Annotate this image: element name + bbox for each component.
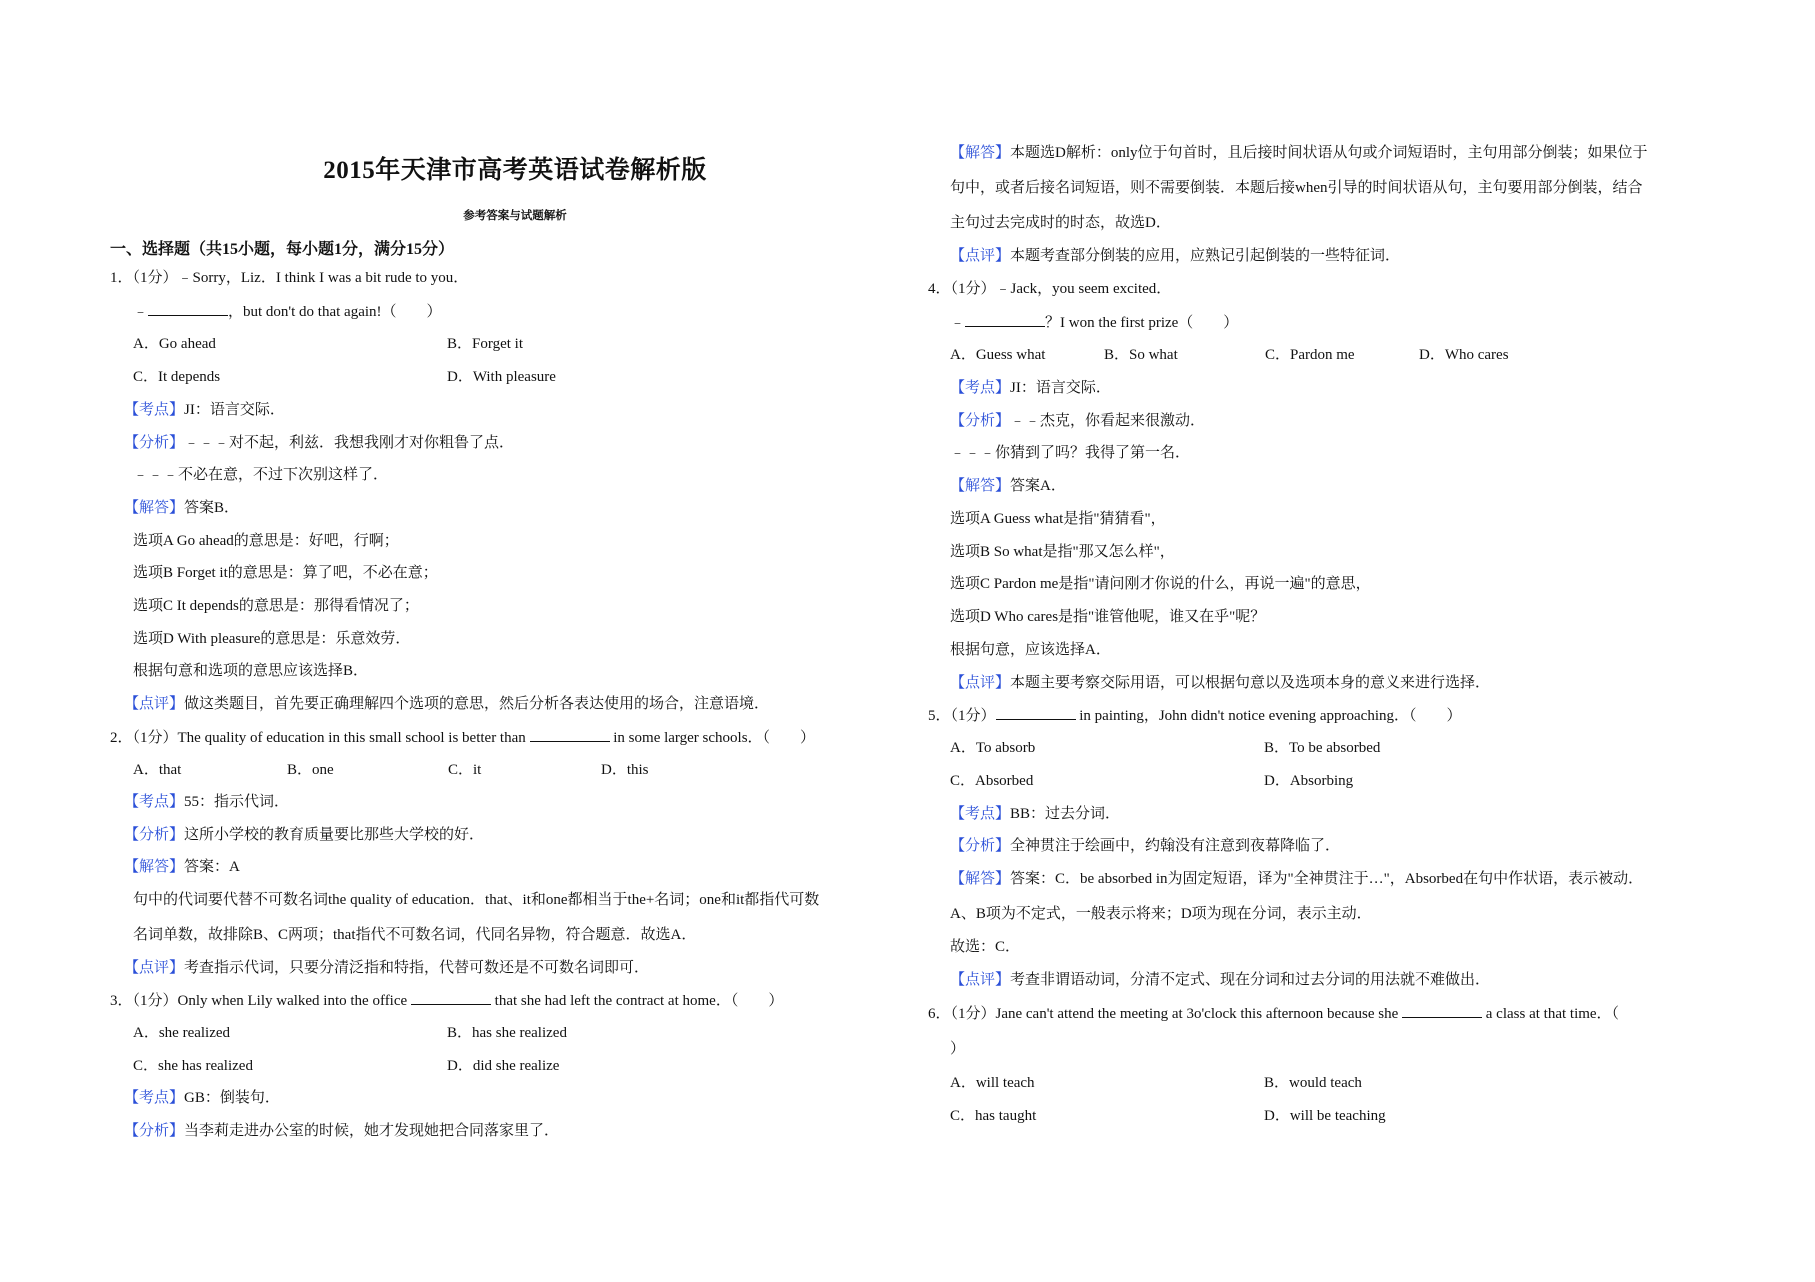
q4-jieda: 【解答】答案A．: [950, 478, 1066, 494]
q3-blank[interactable]: [411, 990, 491, 1005]
q4-option-c[interactable]: C．Pardon me: [1265, 347, 1355, 363]
q3-jieda-2: 句中，或者后接名词短语，则不需要倒装．本题后接when引导的时间状语从句，主句要用部分倒装，结合: [950, 180, 1643, 196]
q4-line2: ﹣ ？I won the first prize（ ）: [950, 312, 1238, 333]
q5-option-a[interactable]: A．To absorb: [950, 740, 1036, 756]
q5-explain-1: A、B项为不定式，一般表示将来；D项为现在分词，表示主动．: [950, 906, 1372, 922]
q2-option-d[interactable]: D．this: [601, 762, 649, 778]
q5-explain-2: 故选：C．: [950, 939, 1021, 955]
page-subtitle: 参考答案与试题解析: [463, 210, 567, 222]
q2-explain-1: 句中的代词要代替不可数名词the quality of education．that、it和one都相当于the+名词；one和it都指代可数: [133, 892, 820, 908]
q1-option-a[interactable]: A．Go ahead: [133, 336, 216, 352]
q3-option-c[interactable]: C．she has realized: [133, 1058, 253, 1074]
q1-option-d[interactable]: D．With pleasure: [447, 369, 556, 385]
q4-explain-1: 选项A Guess what是指"猜猜看"，: [950, 511, 1166, 527]
q2-option-b[interactable]: B．one: [287, 762, 334, 778]
q2-fenxi: 【分析】这所小学校的教育质量要比那些大学校的好．: [124, 827, 485, 843]
q1-dianping: 【点评】做这类题目，首先要正确理解四个选项的意思，然后分析各表达使用的场合，注意语境．: [124, 696, 770, 712]
q3-option-b[interactable]: B．has she realized: [447, 1025, 567, 1041]
q2-jieda: 【解答】答案：A: [124, 859, 240, 875]
q1-fenxi-2: ﹣﹣﹣不必在意，不过下次别这样了．: [133, 467, 389, 483]
q3-jieda-3: 主句过去完成时的时态，故选D．: [950, 215, 1171, 231]
q1-explain-4: 选项D With pleasure的意思是：乐意效劳．: [133, 631, 411, 647]
q1-fenxi: 【分析】﹣﹣﹣对不起，利兹．我想我刚才对你粗鲁了点．: [124, 435, 515, 451]
q2-option-c[interactable]: C．it: [448, 762, 482, 778]
q4-option-b[interactable]: B．So what: [1104, 347, 1178, 363]
q6-option-a[interactable]: A．will teach: [950, 1075, 1035, 1091]
q4-option-a[interactable]: A．Guess what: [950, 347, 1046, 363]
q5-option-d[interactable]: D．Absorbing: [1264, 773, 1354, 789]
q6-stem-end: ）: [950, 1041, 966, 1057]
q2-explain-2: 名词单数，故排除B、C两项；that指代不可数名词，代同名异物，符合题意．故选A．: [133, 927, 697, 943]
q6-option-d[interactable]: D．will be teaching: [1264, 1108, 1386, 1124]
q3-stem: 3．（1分）Only when Lily walked into the office that she had left the contract at home．（ ）: [110, 990, 783, 1011]
q1-option-b[interactable]: B．Forget it: [447, 336, 523, 352]
q5-stem: 5．（1分） in painting，John didn't notice evening approaching．（ ）: [928, 705, 1462, 726]
q1-explain-1: 选项A Go ahead的意思是：好吧，行啊；: [133, 533, 399, 549]
q1-explain-2: 选项B Forget it的意思是：算了吧，不必在意；: [133, 565, 438, 581]
section-heading: 一、选择题（共15小题，每小题1分，满分15分）: [110, 241, 455, 258]
q4-option-d[interactable]: D．Who cares: [1419, 347, 1509, 363]
q1-explain-3: 选项C It depends的意思是：那得看情况了；: [133, 598, 419, 614]
page-title: 2015年天津市高考英语试卷解析版: [323, 157, 707, 184]
q4-explain-3: 选项C Pardon me是指"请问刚才你说的什么，再说一遍"的意思，: [950, 576, 1371, 592]
q1-line2: ﹣ ，but don't do that again!（ ）: [133, 301, 442, 322]
q5-fenxi: 【分析】全神贯注于绘画中，约翰没有注意到夜幕降临了．: [950, 838, 1341, 854]
q5-blank[interactable]: [996, 705, 1076, 720]
q4-blank[interactable]: [965, 312, 1045, 327]
q5-kaodian: 【考点】BB：过去分词．: [950, 806, 1121, 822]
q3-option-d[interactable]: D．did she realize: [447, 1058, 560, 1074]
q5-jieda: 【解答】答案：C．be absorbed in为固定短语，译为"全神贯注于…"，Absorbed在句中作状语，表示被动．: [950, 871, 1644, 887]
q4-fenxi-2: ﹣﹣﹣你猜到了吗？我得了第一名．: [950, 445, 1191, 461]
q6-blank[interactable]: [1402, 1003, 1482, 1018]
q4-explain-2: 选项B So what是指"那又怎么样"，: [950, 544, 1175, 560]
q3-jieda: 【解答】本题选D解析：only位于句首时，且后接时间状语从句或介词短语时，主句用部分倒装；如果位于: [950, 145, 1648, 161]
q1-kaodian: 【考点】JI：语言交际．: [124, 402, 285, 418]
q1-stem: 1．（1分）﹣Sorry，Liz．I think I was a bit rude to you．: [110, 270, 469, 286]
q5-dianping: 【点评】考查非谓语动词，分清不定式、现在分词和过去分词的用法就不难做出．: [950, 972, 1491, 988]
q4-fenxi: 【分析】﹣﹣杰克，你看起来很激动．: [950, 413, 1206, 429]
q6-stem: 6．（1分）Jane can't attend the meeting at 3o'clock this afternoon because she a class at that time．（: [928, 1003, 1619, 1024]
q4-kaodian: 【考点】JI：语言交际．: [950, 380, 1111, 396]
q4-stem: 4．（1分）﹣Jack，you seem excited．: [928, 281, 1172, 297]
q3-dianping: 【点评】本题考查部分倒装的应用，应熟记引起倒装的一些特征词．: [950, 248, 1401, 264]
q2-stem: 2．（1分）The quality of education in this small school is better than in some larger schools．（ ）: [110, 727, 815, 748]
q3-fenxi: 【分析】当李莉走进办公室的时候，她才发现她把合同落家里了．: [124, 1123, 560, 1139]
q6-option-b[interactable]: B．would teach: [1264, 1075, 1362, 1091]
q1-jieda: 【解答】答案B．: [124, 500, 240, 516]
q2-kaodian: 【考点】55：指示代词．: [124, 794, 290, 810]
q4-explain-5: 根据句意，应该选择A．: [950, 642, 1111, 658]
q4-explain-4: 选项D Who cares是指"谁管他呢，谁又在乎"呢？: [950, 609, 1266, 625]
q2-dianping: 【点评】考查指示代词，只要分清泛指和特指，代替可数还是不可数名词即可．: [124, 960, 650, 976]
q4-dianping: 【点评】本题主要考察交际用语，可以根据句意以及选项本身的意义来进行选择．: [950, 675, 1491, 691]
q5-option-b[interactable]: B．To be absorbed: [1264, 740, 1381, 756]
q5-option-c[interactable]: C．Absorbed: [950, 773, 1034, 789]
q3-option-a[interactable]: A．she realized: [133, 1025, 231, 1041]
q1-option-c[interactable]: C．It depends: [133, 369, 221, 385]
q2-option-a[interactable]: A．that: [133, 762, 182, 778]
q1-blank[interactable]: [148, 301, 228, 316]
q2-blank[interactable]: [530, 727, 610, 742]
q1-explain-5: 根据句意和选项的意思应该选择B．: [133, 663, 369, 679]
q6-option-c[interactable]: C．has taught: [950, 1108, 1037, 1124]
q3-kaodian: 【考点】GB：倒装句．: [124, 1090, 280, 1106]
